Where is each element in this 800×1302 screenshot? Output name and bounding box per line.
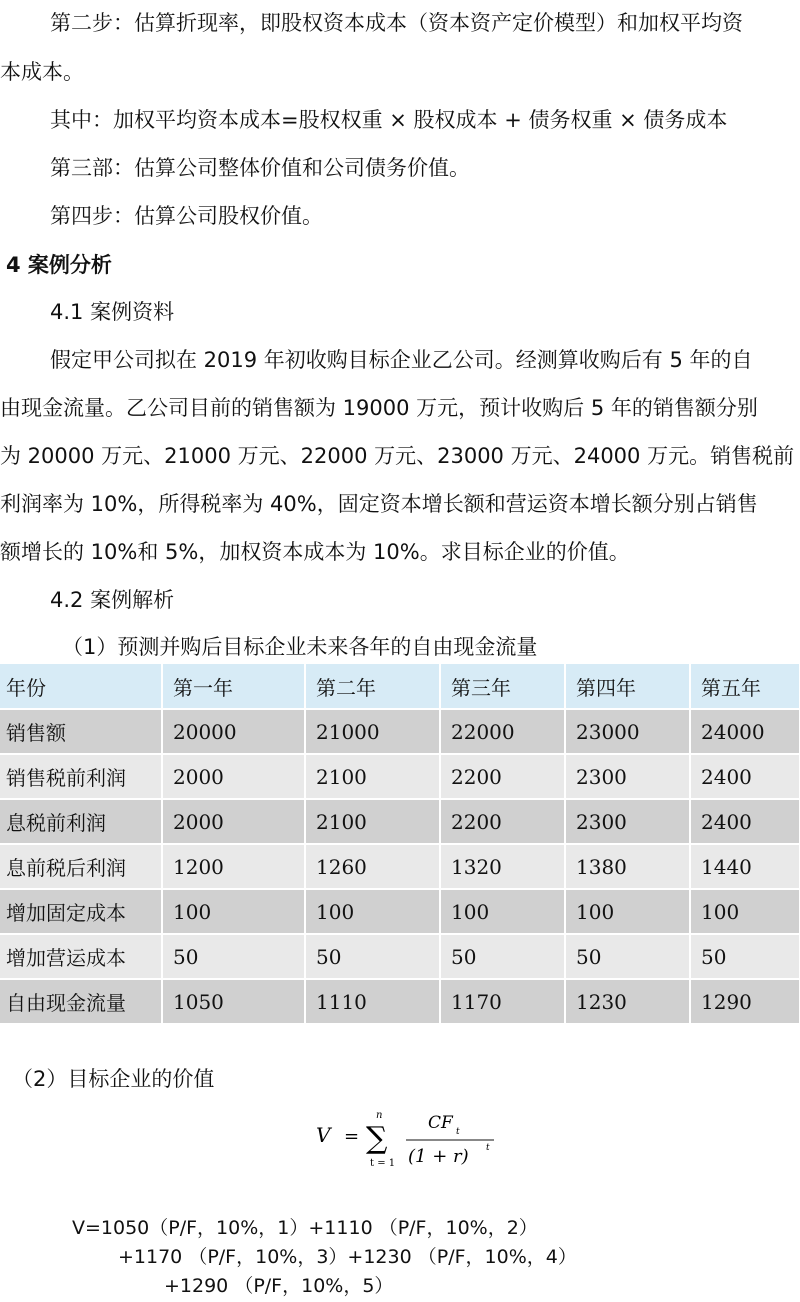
step3-text: 第三部：估算公司整体价值和公司债务价值。 <box>50 156 470 180</box>
table-cell: 2100 <box>305 799 440 844</box>
cash-flow-table-wrapper <box>0 664 800 1025</box>
table-cell: 2300 <box>565 754 690 799</box>
table-cell: 1200 <box>162 844 305 889</box>
table-cell: 2200 <box>440 754 565 799</box>
table-row-label: 息税前利润 <box>0 799 162 844</box>
table-cell: 1230 <box>565 979 690 1024</box>
table-cell: 100 <box>305 889 440 934</box>
table-header-year: 年份 <box>0 664 162 709</box>
value-line-3: +1290 （P/F，10%，5） <box>164 1275 394 1297</box>
table-header-row <box>0 664 800 709</box>
table-cell: 2400 <box>690 754 800 799</box>
wacc-formula-text: 其中：加权平均资本成本=股权权重 × 股权成本 + 债务权重 × 债务成本 <box>50 108 728 132</box>
table-cell: 100 <box>690 889 800 934</box>
table-cell: 22000 <box>440 709 565 754</box>
table-cell: 24000 <box>690 709 800 754</box>
step2-line2: 本成本。 <box>0 60 84 84</box>
table-cell: 50 <box>565 934 690 979</box>
table-cell: 1050 <box>162 979 305 1024</box>
table-cell: 2000 <box>162 799 305 844</box>
table-cell: 1290 <box>690 979 800 1024</box>
table-cell: 50 <box>305 934 440 979</box>
table-header-year-5: 第五年 <box>690 664 800 709</box>
table-cell: 20000 <box>162 709 305 754</box>
formula-upper-limit: n <box>376 1110 383 1121</box>
table-row-label: 息前税后利润 <box>0 844 162 889</box>
case-paragraph-line-1: 假定甲公司拟在 2019 年初收购目标企业乙公司。经测算收购后有 5 年的自 <box>50 348 753 372</box>
table-cell: 100 <box>565 889 690 934</box>
table-row-label: 销售税前利润 <box>0 754 162 799</box>
table-row-label: 增加营运成本 <box>0 934 162 979</box>
value-line-1: V=1050（P/F，10%，1）+1110 （P/F，10%，2） <box>72 1217 538 1239</box>
table-cell: 1260 <box>305 844 440 889</box>
value-line-2: +1170 （P/F，10%，3）+1230 （P/F，10%，4） <box>118 1246 577 1268</box>
table-row <box>0 799 800 844</box>
table-cell: 50 <box>440 934 565 979</box>
table-header-year-2: 第二年 <box>305 664 440 709</box>
table-body <box>0 709 800 1024</box>
case-paragraph-line-3: 为 20000 万元、21000 万元、22000 万元、23000 万元、24000 万元。销售税前 <box>0 444 795 468</box>
table-caption: （1）预测并购后目标企业未来各年的自由现金流量 <box>62 635 538 659</box>
formula-equals: = <box>344 1126 360 1147</box>
case-paragraph-line-2: 由现金流量。乙公司目前的销售额为 19000 万元，预计收购后 5 年的销售额分别 <box>0 396 758 420</box>
table-cell: 1110 <box>305 979 440 1024</box>
cash-flow-table <box>0 664 800 1025</box>
table-cell: 23000 <box>565 709 690 754</box>
subsection-heading-4-2: 4.2 案例解析 <box>50 588 175 612</box>
table-row <box>0 934 800 979</box>
table-cell: 2400 <box>690 799 800 844</box>
table-row <box>0 844 800 889</box>
formula-numerator-sub: t <box>456 1127 460 1137</box>
table-cell: 100 <box>440 889 565 934</box>
table-row <box>0 889 800 934</box>
step4-text: 第四步：估算公司股权价值。 <box>50 204 323 228</box>
step2-line1: 第二步：估算折现率，即股权资本成本（资本资产定价模型）和加权平均资 <box>50 11 743 35</box>
table-cell: 2200 <box>440 799 565 844</box>
table-cell: 1380 <box>565 844 690 889</box>
valuation-formula <box>310 1108 500 1178</box>
value-caption: （2）目标企业的价值 <box>12 1067 215 1091</box>
section-heading-4: 4 案例分析 <box>6 253 112 277</box>
table-header-year-4: 第四年 <box>565 664 690 709</box>
subsection-heading-4-1: 4.1 案例资料 <box>50 300 175 324</box>
table-cell: 2000 <box>162 754 305 799</box>
table-cell: 1320 <box>440 844 565 889</box>
formula-denominator: (1 + r) <box>408 1146 469 1167</box>
table-row-label: 增加固定成本 <box>0 889 162 934</box>
table-row-label: 销售额 <box>0 709 162 754</box>
formula-lhs: V <box>316 1123 331 1147</box>
table-cell: 2300 <box>565 799 690 844</box>
table-header-year-3: 第三年 <box>440 664 565 709</box>
formula-lower-limit: t = 1 <box>370 1158 396 1169</box>
table-cell: 21000 <box>305 709 440 754</box>
formula-sum-symbol: ∑ <box>366 1121 388 1156</box>
table-row-label: 自由现金流量 <box>0 979 162 1024</box>
formula-numerator: CF <box>428 1113 453 1133</box>
case-paragraph-line-4: 利润率为 10%，所得税率为 40%，固定资本增长额和营运资本增长额分别占销售 <box>0 492 758 516</box>
table-cell: 1440 <box>690 844 800 889</box>
table-row <box>0 979 800 1024</box>
table-cell: 1170 <box>440 979 565 1024</box>
table-row <box>0 709 800 754</box>
table-cell: 100 <box>162 889 305 934</box>
case-paragraph-line-5: 额增长的 10%和 5%，加权资本成本为 10%。求目标企业的价值。 <box>0 540 630 564</box>
formula-denominator-exp: t <box>486 1143 490 1153</box>
table-row <box>0 754 800 799</box>
table-cell: 2100 <box>305 754 440 799</box>
table-header-year-1: 第一年 <box>162 664 305 709</box>
table-cell: 50 <box>690 934 800 979</box>
table-cell: 50 <box>162 934 305 979</box>
